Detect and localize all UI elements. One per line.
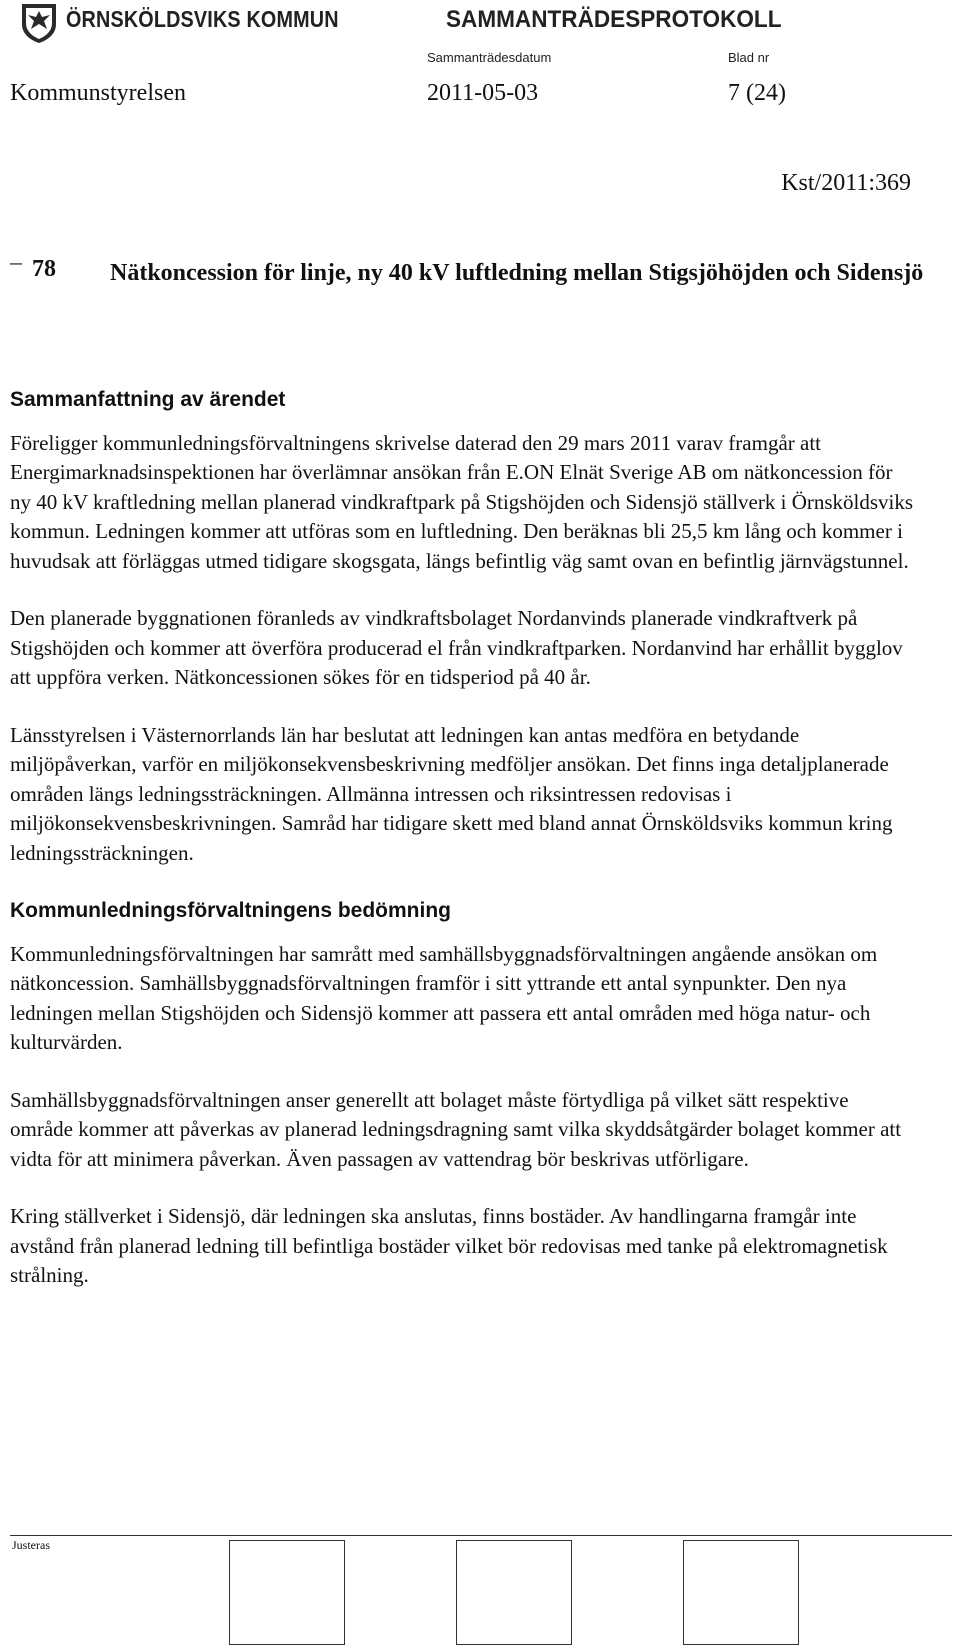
summary-heading: Sammanfattning av ärendet	[10, 388, 286, 411]
date-label: Sammanträdesdatum	[427, 50, 552, 65]
summary-paragraph: Länsstyrelsen i Västernorrlands län har beslutat att ledningen kan antas medföra en betydande miljöpåverkan, varför en miljökonsekvensbeskrivning medföljer ansökan. Det finns inga detaljplanerade områden längs ledningssträckningen. Allmänna intressen och riksintressen redovisas i miljökonsekvensbeskrivningen. Samråd har tidigare skett med bland annat Örnsköldsviks kommun kring ledningssträckningen.	[10, 722, 893, 865]
case-number: Kst/2011:369	[781, 170, 911, 196]
summary-paragraph: Föreligger kommunledningsförvaltningens skrivelse daterad den 29 mars 2011 varav framgår att Energimarknadsinspektionen har överlämnar ansökan från E.ON Elnät Sverige AB om nätkoncession för ny 40 kV kraftledning mellan planerad vindkraftpark på Stigshöjden och Sidensjö ställverk i Örnsköldsviks kommun. Ledningen kommer att utföras som en luftledning. Den beräknas bli 25,5 km lång och kommer i huvudsak att förläggas utmed tidigare skogsgata, längs befintlig väg samt ovan en befintlig järnvägstunnel.	[10, 430, 914, 573]
section-number: 78	[32, 256, 56, 282]
document-body	[10, 385, 916, 1319]
section-marker: ¯	[10, 262, 22, 288]
page-label: Blad nr	[728, 50, 770, 65]
committee-name: Kommunstyrelsen	[10, 80, 186, 106]
section-title: Nätkoncession för linje, ny 40 kV luftledning mellan Stigsjöhöjden och Sidensjö	[110, 260, 924, 286]
meeting-date: 2011-05-03	[427, 80, 539, 106]
signature-box	[229, 1540, 345, 1645]
assessment-paragraph: Samhällsbyggnadsförvaltningen anser generellt att bolaget måste förtydliga på vilket sätt respektive område kommer att påverkas av planerad ledningsdragning samt vilka skyddsåtgärder bolaget kommer att vidta för att minimera påverkan. Även passagen av vattendrag bör beskrivas utförligare.	[10, 1087, 902, 1171]
page-number: 7 (24)	[728, 80, 786, 106]
footer-label: Justeras	[12, 1538, 50, 1552]
municipality-crest-icon	[20, 2, 58, 44]
signature-box	[683, 1540, 799, 1645]
assessment-paragraph: Kommunledningsförvaltningen har samrått med samhällsbyggnadsförvaltningen angående ansökan om nätkoncession. Samhällsbyggnadsförvaltningen framför i sitt yttrande ett antal synpunkter. Den nya ledningen mellan Stigshöjden och Sidensjö kommer att passera ett antal områden med höga natur- och kulturvärden.	[10, 941, 878, 1054]
footer-divider	[10, 1535, 952, 1536]
assessment-paragraph: Kring ställverket i Sidensjö, där ledningen ska anslutas, finns bostäder. Av handlingarna framgår inte avstånd från planerad ledning till befintliga bostäder vilket bör redovisas med tanke på elektromagnetisk strålning.	[10, 1204, 888, 1287]
summary-paragraph: Den planerade byggnationen föranleds av vindkraftsbolaget Nordanvinds planerade vindkraftverk på Stigshöjden och kommer att överföra producerad el från vindkraftparken. Nordanvind har erhållit bygglov att uppföra verken. Nätkoncessionen sökes för en tidsperiod på 40 år.	[10, 606, 903, 689]
document-type: SAMMANTRÄDESPROTOKOLL	[446, 6, 782, 33]
assessment-heading: Kommunledningsförvaltningens bedömning	[10, 899, 451, 922]
signature-box	[456, 1540, 572, 1645]
organization-name: ÖRNSKÖLDSVIKS KOMMUN	[66, 6, 339, 32]
